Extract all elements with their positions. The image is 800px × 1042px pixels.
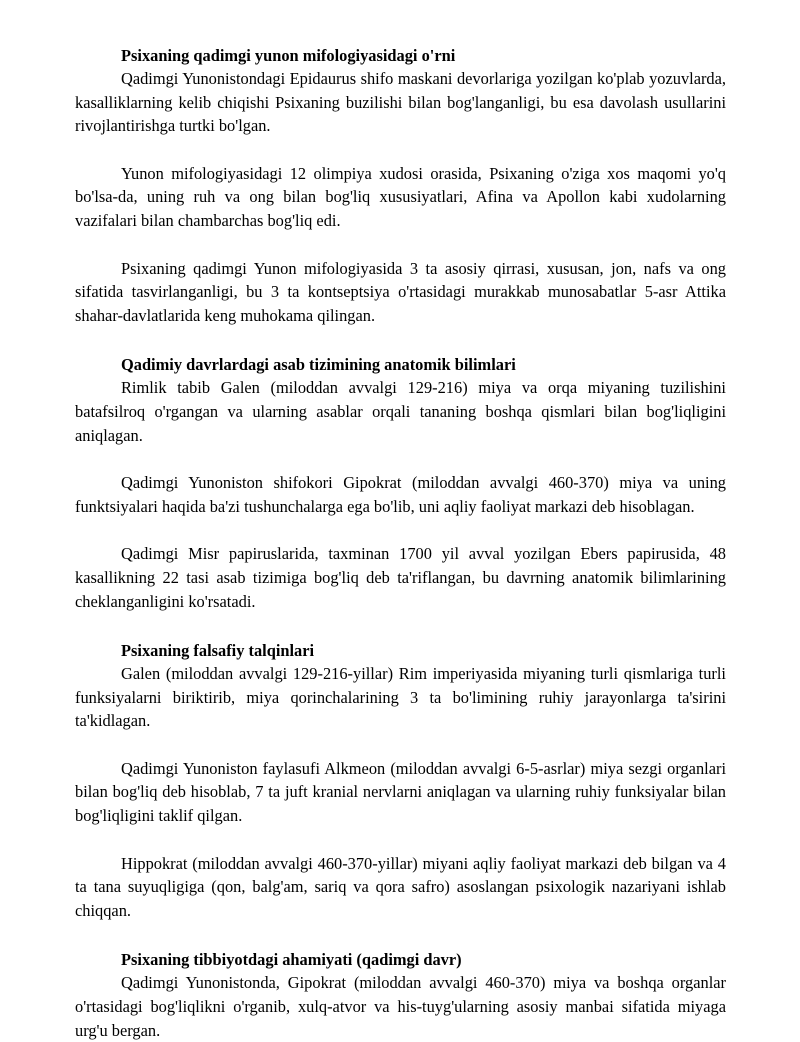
- section-medicine: [75, 948, 726, 1042]
- paragraph: Qadimgi Yunoniston faylasufi Alkmeon (miloddan avvalgi 6-5-asrlar) miya sezgi organlari bilan bog'liq deb hisoblab, 7 ta juft kranial nervlarni aniqlagan va ularning ruhiy funksiyalar bilan bog'liqligini taklif qilgan.: [75, 758, 726, 826]
- section-philosophy: [75, 639, 726, 922]
- paragraph: Rimlik tabib Galen (miloddan avvalgi 129-216) miya va orqa miyaning tuzilishini batafsilroq o'rgangan va ularning asablar orqali tananing boshqa qismlari bilan bog'liqligini aniqlagan.: [75, 378, 726, 445]
- paragraph: Qadimgi Misr papiruslarida, taxminan 1700 yil avval yozilgan Ebers papirusida, 48 kasallikning 22 tasi asab tizimiga bog'liq deb ta'riflangan, bu davrning anatomik bilimlarining cheklanganligini ko'rsatadi.: [75, 544, 726, 611]
- paragraph: Galen (miloddan avvalgi 129-216-yillar) Rim imperiyasida miyaning turli qismlariga turli funksiyalarni biriktirib, miya qorinchalarining 3 ta bo'limining ruhiy jarayonlarga ta'sirini ta'kidlagan.: [75, 664, 726, 731]
- paragraph: Qadimgi Yunonistonda, Gipokrat (miloddan avvalgi 460-370) miya va boshqa organlar o'rtasidagi bog'liqlikni o'rganib, xulq-atvor va his-tuyg'ularning asosiy manbai sifatida miyaga urg'u bergan.: [75, 973, 726, 1040]
- paragraph: Hippokrat (miloddan avvalgi 460-370-yillar) miyani aqliy faoliyat markazi deb bilgan va 4 ta tana suyuqligiga (qon, balg'am, sariq va qora safro) asoslangan psixologik nazariyani ishlab chiqqan.: [75, 853, 726, 920]
- section-heading: Psixaning falsafiy talqinlari: [121, 641, 315, 661]
- section-heading: Qadimiy davrlardagi asab tizimining anatomik bilimlari: [121, 355, 516, 375]
- paragraph: Yunon mifologiyasidagi 12 olimpiya xudosi orasida, Psixaning o'ziga xos maqomi yo'q bo'lsa-da, uning ruh va ong bilan bog'liq xususiyatlari, Afina va Apollon kabi xudolarning vazifalari bilan chambarchas bog'liq edi.: [75, 163, 726, 230]
- paragraph: Psixaning qadimgi Yunon mifologiyasida 3 ta asosiy qirrasi, xususan, jon, nafs va ong sifatida tasvirlanganligi, bu 3 ta kontseptsiya o'rtasidagi murakkab munosabatlar 5-asr Attika shahar-davlatlarida keng muhokama qilingan.: [75, 258, 726, 325]
- section-heading: Psixaning tibbiyotdagi ahamiyati (qadimgi davr): [121, 950, 462, 970]
- paragraph: Qadimgi Yunoniston shifokori Gipokrat (miloddan avvalgi 460-370) miya va uning funktsiyalari haqida ba'zi tushunchalarga ega bo'lib, uni aqliy faoliyat markazi deb hisoblagan.: [75, 473, 726, 516]
- section-mythology: [75, 44, 726, 327]
- paragraph: Qadimgi Yunonistondagi Epidaurus shifo maskani devorlariga yozilgan ko'plab yozuvlarda, kasalliklarning kelib chiqishi Psixaning buzilishi bilan bog'langanligi, bu esa davolash usullarini rivojlantirishga turtki bo'lgan.: [75, 69, 726, 136]
- section-anatomy: [75, 353, 726, 613]
- section-heading: Psixaning qadimgi yunon mifologiyasidagi o'rni: [121, 46, 456, 65]
